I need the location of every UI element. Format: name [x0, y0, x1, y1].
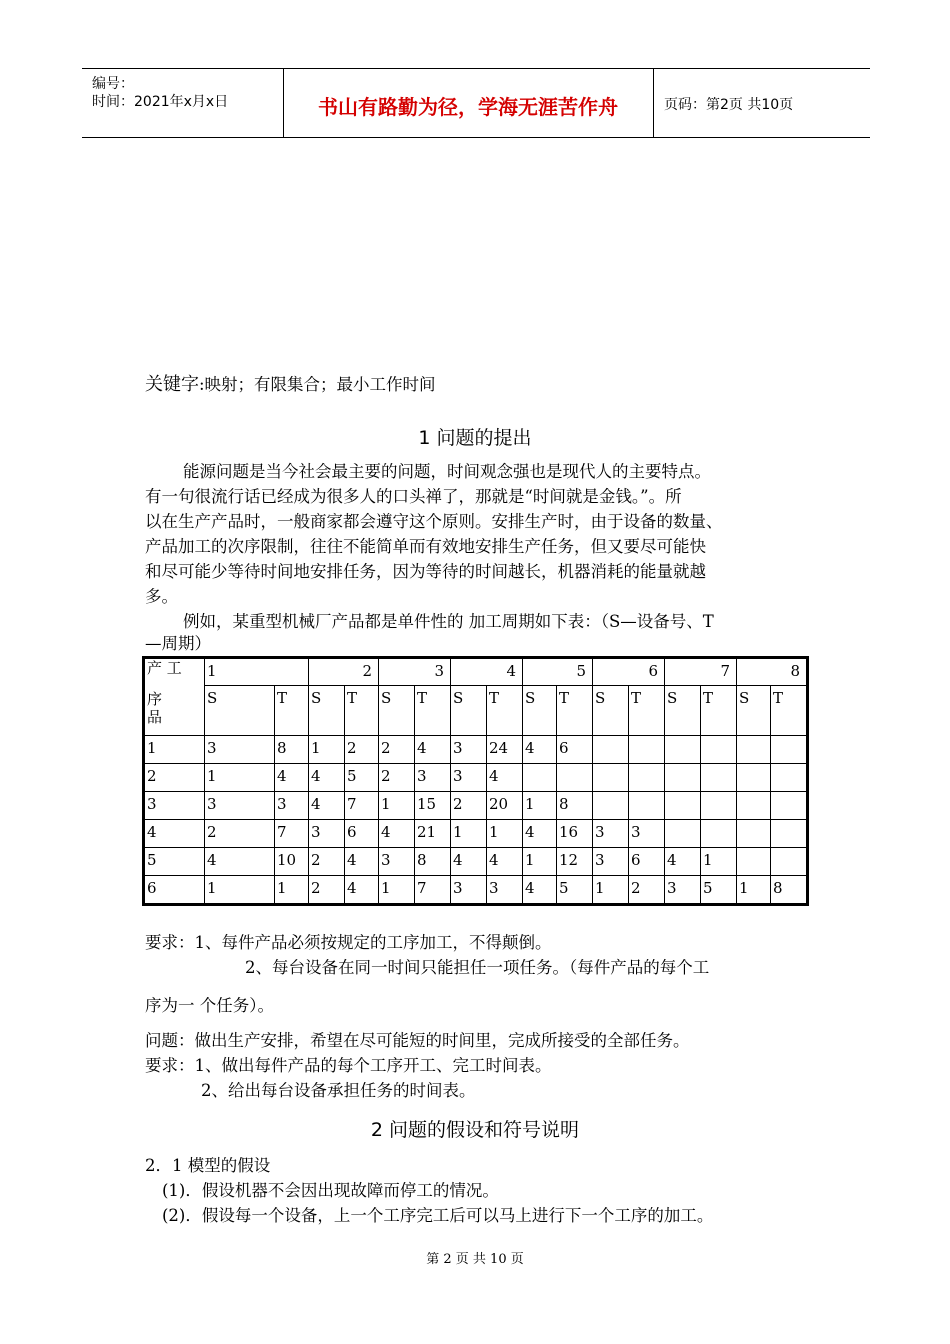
table-cell — [771, 736, 807, 764]
keywords-text: :映射；有限集合；最小工作时间 — [199, 375, 436, 394]
table-cell: 1 — [309, 736, 345, 764]
keywords-label: 关键字 — [145, 374, 199, 395]
table-cell: 4 — [379, 820, 415, 848]
table-cell: 12 — [557, 848, 593, 876]
table-subheader-row — [145, 686, 807, 736]
table-cell: 1 — [275, 876, 309, 904]
table-cell: 4 — [451, 848, 487, 876]
table-cell: 2 — [309, 876, 345, 904]
product-cell: 1 — [145, 736, 205, 764]
table-cell: 1 — [523, 848, 557, 876]
table-cell: 6 — [557, 736, 593, 764]
table-cell — [737, 792, 771, 820]
table-cell: 5 — [557, 876, 593, 904]
table-cell: 4 — [275, 764, 309, 792]
table-cell: 7 — [415, 876, 451, 904]
requirement-line: 序为一 个任务）。 — [145, 996, 274, 1015]
header-time-label: 时间：2021年x月x日 — [92, 94, 229, 110]
table-cell: 3 — [309, 820, 345, 848]
table-cell — [737, 736, 771, 764]
process-header: 8 — [737, 659, 807, 686]
table-cell — [701, 820, 737, 848]
table-cell: 21 — [415, 820, 451, 848]
table-cell — [737, 764, 771, 792]
sub-header-s: S — [593, 686, 629, 736]
process-header: 5 — [523, 659, 593, 686]
sub-header-s: S — [665, 686, 701, 736]
product-cell: 6 — [145, 876, 205, 904]
table-cell: 2 — [379, 764, 415, 792]
table-cell: 1 — [205, 764, 275, 792]
corner-label: 产 工 — [145, 659, 205, 686]
table-row — [145, 792, 807, 820]
header-number-label: 编号： — [92, 76, 134, 92]
table-cell: 10 — [275, 848, 309, 876]
table-cell — [771, 820, 807, 848]
table-cell: 24 — [487, 736, 523, 764]
table-cell: 4 — [345, 848, 379, 876]
table-cell — [701, 736, 737, 764]
table-cell: 3 — [629, 820, 665, 848]
process-header: 6 — [593, 659, 665, 686]
table-cell — [629, 764, 665, 792]
sub-header-t: T — [275, 686, 309, 736]
table-cell: 5 — [345, 764, 379, 792]
sub-header-t: T — [629, 686, 665, 736]
table-cell: 3 — [205, 736, 275, 764]
table-cell: 2 — [205, 820, 275, 848]
assumption-item: (2)．假设每一个设备，上一个工序完工后可以马上进行下一个工序的加工。 — [162, 1206, 714, 1225]
product-cell: 3 — [145, 792, 205, 820]
table-cell: 3 — [593, 820, 629, 848]
table-cell: 3 — [451, 764, 487, 792]
table-cell: 4 — [205, 848, 275, 876]
sub-header-s: S — [205, 686, 275, 736]
table-cell: 1 — [379, 876, 415, 904]
table-cell: 8 — [415, 848, 451, 876]
table-cell: 4 — [523, 736, 557, 764]
table-header-row — [145, 659, 807, 686]
sub-header-t: T — [557, 686, 593, 736]
table-cell: 4 — [415, 736, 451, 764]
table-cell — [737, 848, 771, 876]
table-cell — [665, 764, 701, 792]
table-cell — [701, 792, 737, 820]
header-divider — [653, 69, 654, 137]
table-cell — [523, 764, 557, 792]
table-cell: 1 — [593, 876, 629, 904]
assumption-item: (1)．假设机器不会因出现故障而停工的情况。 — [162, 1181, 499, 1200]
process-header: 2 — [309, 659, 379, 686]
table-cell: 3 — [451, 736, 487, 764]
table-row — [145, 848, 807, 876]
paragraph-line: 和尽可能少等待时间地安排任务，因为等待的时间越长，机器消耗的能量就越 — [145, 562, 706, 581]
section2-title: 2 问题的假设和符号说明 — [370, 1119, 580, 1141]
table-cell — [593, 764, 629, 792]
corner-cell — [145, 686, 205, 736]
table-cell: 1 — [379, 792, 415, 820]
table-cell: 7 — [345, 792, 379, 820]
paragraph-line: 以在生产产品时，一般商家都会遵守这个原则。安排生产时，由于设备的数量、 — [145, 512, 723, 531]
table-cell: 6 — [629, 848, 665, 876]
table-row — [145, 736, 807, 764]
sub-header-t: T — [701, 686, 737, 736]
table-cell: 3 — [665, 876, 701, 904]
paragraph-line: 多。 — [145, 587, 178, 606]
page-header — [82, 68, 870, 138]
table-cell — [701, 764, 737, 792]
paragraph-line: 产品加工的次序限制，往往不能简单而有效地安排生产任务，但又要尽可能快 — [145, 537, 706, 556]
requirement-line: 2、每台设备在同一时间只能担任一项任务。（每件产品的每个工 — [245, 958, 710, 977]
paragraph-line: —周期） — [145, 634, 211, 653]
product-cell: 4 — [145, 820, 205, 848]
process-header: 1 — [205, 659, 309, 686]
header-motto: 书山有路勤为径，学海无涯苦作舟 — [318, 95, 618, 119]
table-cell: 16 — [557, 820, 593, 848]
product-cell: 5 — [145, 848, 205, 876]
problem-line: 2、给出每台设备承担任务的时间表。 — [201, 1081, 476, 1100]
process-header: 4 — [451, 659, 523, 686]
table-cell: 3 — [593, 848, 629, 876]
table-cell: 3 — [451, 876, 487, 904]
process-header: 3 — [379, 659, 451, 686]
sub-header-s: S — [451, 686, 487, 736]
table-cell — [557, 764, 593, 792]
subsection-title: 2．1 模型的假设 — [145, 1156, 271, 1175]
table-cell: 3 — [487, 876, 523, 904]
table-cell — [771, 848, 807, 876]
paragraph-line: 例如，某重型机械厂产品都是单件性的 加工周期如下表：（S—设备号、T — [183, 612, 714, 631]
table-cell: 1 — [701, 848, 737, 876]
table-cell — [629, 792, 665, 820]
table-cell: 1 — [487, 820, 523, 848]
process-header: 7 — [665, 659, 737, 686]
table-cell — [665, 792, 701, 820]
sub-header-t: T — [487, 686, 523, 736]
table-cell: 4 — [523, 876, 557, 904]
table-cell — [771, 792, 807, 820]
sub-header-s: S — [523, 686, 557, 736]
table-cell — [737, 820, 771, 848]
table-cell: 1 — [451, 820, 487, 848]
table-cell: 2 — [451, 792, 487, 820]
table-cell: 2 — [629, 876, 665, 904]
table-cell: 2 — [309, 848, 345, 876]
corner-label: 品 — [147, 707, 163, 726]
table-cell: 20 — [487, 792, 523, 820]
table-cell: 15 — [415, 792, 451, 820]
table-cell: 5 — [701, 876, 737, 904]
paragraph-line: 能源问题是当今社会最主要的问题，时间观念强也是现代人的主要特点。 — [183, 462, 711, 481]
table-cell — [593, 736, 629, 764]
table-cell: 3 — [379, 848, 415, 876]
table-cell: 3 — [415, 764, 451, 792]
sub-header-t: T — [415, 686, 451, 736]
table-row — [145, 764, 807, 792]
table-cell: 4 — [345, 876, 379, 904]
table-cell — [665, 820, 701, 848]
sub-header-t: T — [345, 686, 379, 736]
table-cell: 1 — [737, 876, 771, 904]
sub-header-s: S — [737, 686, 771, 736]
table-cell: 4 — [487, 764, 523, 792]
header-page-label: 页码：第2页 共10页 — [664, 97, 794, 113]
table-cell: 4 — [665, 848, 701, 876]
page-footer: 第 2 页 共 10 页 — [426, 1252, 524, 1267]
table-cell: 8 — [771, 876, 807, 904]
table-cell — [665, 736, 701, 764]
table-cell: 4 — [309, 764, 345, 792]
table-cell: 6 — [345, 820, 379, 848]
table-cell: 4 — [523, 820, 557, 848]
table-cell: 2 — [379, 736, 415, 764]
paragraph-line: 有一句很流行话已经成为很多人的口头禅了，那就是“时间就是金钱。”。所 — [145, 487, 682, 506]
table-cell — [629, 736, 665, 764]
table-cell — [593, 792, 629, 820]
processing-table — [142, 656, 809, 906]
requirement-line: 要求：1、每件产品必须按规定的工序加工，不得颠倒。 — [145, 933, 552, 952]
corner-label: 序 — [147, 689, 163, 708]
table-cell: 1 — [205, 876, 275, 904]
product-cell: 2 — [145, 764, 205, 792]
table-cell: 8 — [557, 792, 593, 820]
table-cell: 4 — [309, 792, 345, 820]
problem-line: 问题：做出生产安排，希望在尽可能短的时间里，完成所接受的全部任务。 — [145, 1031, 690, 1050]
table-cell: 7 — [275, 820, 309, 848]
sub-header-s: S — [379, 686, 415, 736]
table-cell: 2 — [345, 736, 379, 764]
problem-line: 要求：1、做出每件产品的每个工序开工、完工时间表。 — [145, 1056, 552, 1075]
table-cell: 8 — [275, 736, 309, 764]
table-row — [145, 820, 807, 848]
table-row — [145, 876, 807, 904]
section1-title: 1 问题的提出 — [418, 427, 532, 449]
keywords-line — [145, 374, 436, 396]
table-cell: 3 — [275, 792, 309, 820]
table-cell — [771, 764, 807, 792]
table-cell: 1 — [523, 792, 557, 820]
sub-header-s: S — [309, 686, 345, 736]
table-cell: 4 — [487, 848, 523, 876]
table-cell: 3 — [205, 792, 275, 820]
sub-header-t: T — [771, 686, 807, 736]
